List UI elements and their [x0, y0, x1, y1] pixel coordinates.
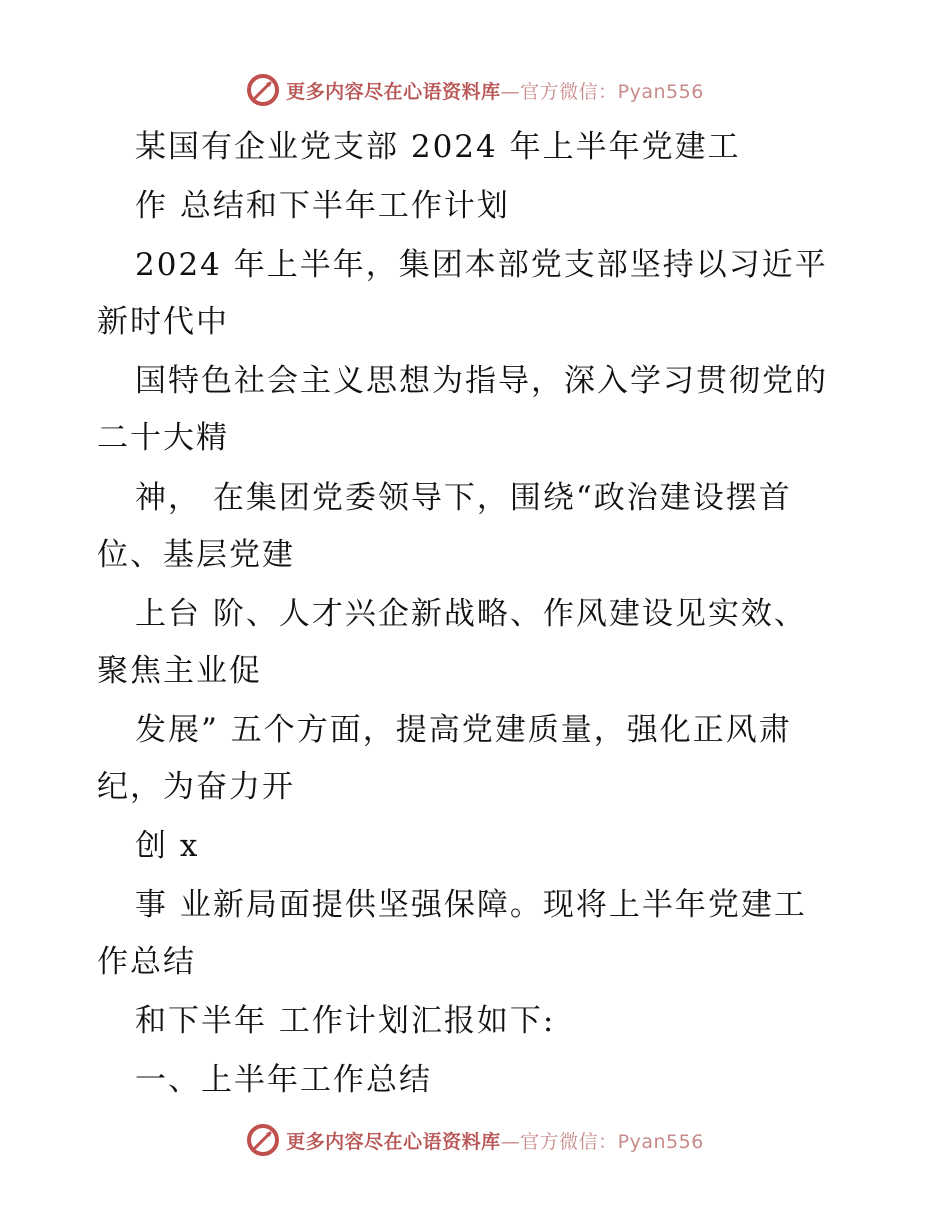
- watermark-text: 更多内容尽在心语资料库—官方微信：Pyan556: [286, 1130, 704, 1153]
- paragraph-line: 创 x: [135, 828, 200, 864]
- paragraph-line: 2024 年上半年，集团本部党支部坚持以习近平: [135, 247, 828, 283]
- red-ring-logo-icon: [246, 1123, 280, 1157]
- paragraph-line: 作总结: [97, 944, 196, 980]
- paragraph-line: 新时代中: [97, 304, 229, 340]
- paragraph-line: 事 业新局面提供坚强保障。现将上半年党建工: [135, 887, 807, 923]
- paragraph-line: 发展” 五个方面，提高党建质量，强化正风肃: [135, 712, 792, 748]
- paragraph-line: 纪，为奋力开: [97, 769, 295, 805]
- watermark-text: 更多内容尽在心语资料库—官方微信：Pyan556: [286, 80, 704, 103]
- paragraph-line: 国特色社会主义思想为指导，深入学习贯彻党的: [135, 363, 828, 399]
- paragraph-line: 上台 阶、人才兴企新战略、作风建设见实效、: [135, 596, 807, 632]
- paragraph-line: 神， 在集团党委领导下，围绕“政治建设摆首: [135, 480, 792, 516]
- section-heading: 一、上半年工作总结: [135, 1062, 432, 1098]
- doc-title-line-2: 作 总结和下半年工作计划: [135, 188, 510, 224]
- paragraph-line: 和下半年 工作计划汇报如下:: [135, 1003, 556, 1039]
- footer-watermark: [0, 1120, 950, 1160]
- paragraph-line: 聚焦主业促: [97, 653, 262, 689]
- doc-title-line-1: 某国有企业党支部 2024 年上半年党建工: [135, 129, 741, 165]
- paragraph-line: 二十大精: [97, 420, 229, 456]
- paragraph-line: 位、基层党建: [97, 537, 295, 573]
